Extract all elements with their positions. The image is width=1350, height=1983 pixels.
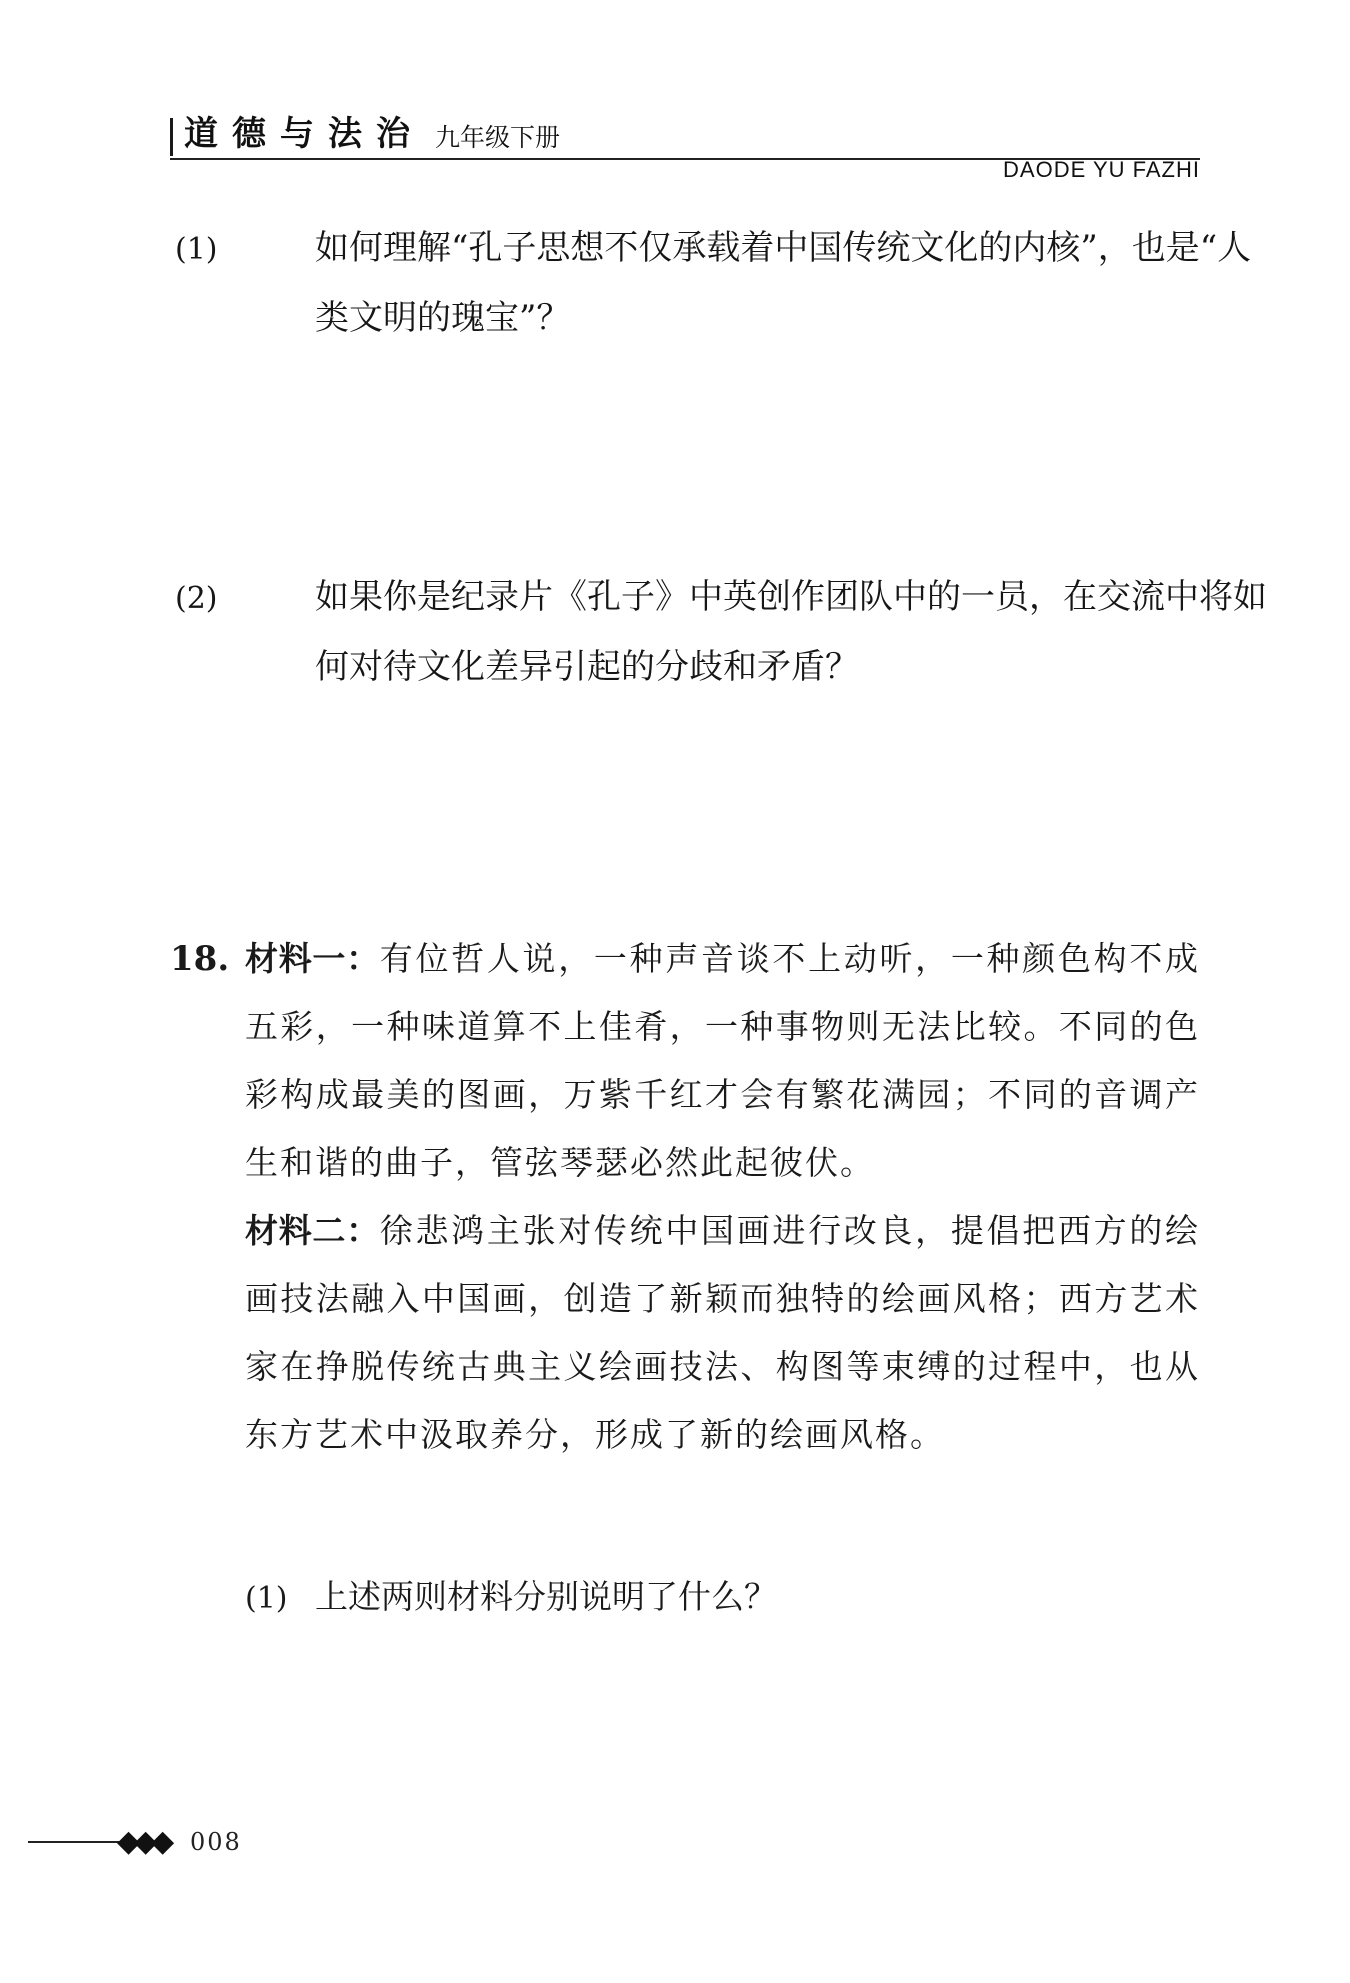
q17-sub-1 <box>175 214 1275 352</box>
header-pinyin: DAODE YU FAZHI <box>1003 157 1200 182</box>
header-logo: 道德与法治 <box>184 114 424 154</box>
q18-materials <box>245 925 1200 1469</box>
page-header <box>170 112 1200 162</box>
material-1 <box>245 925 1200 1197</box>
q17-sub-1-num: (1) <box>175 232 218 267</box>
page-number: 008 <box>190 1828 242 1856</box>
material-2-label: 材料二： <box>245 1211 380 1250</box>
q17-sub-1-text: 如何理解“孔子思想不仅承载着中国传统文化的内核”，也是“人类文明的瑰宝”？ <box>315 228 1252 338</box>
q17-sub-2 <box>175 563 1275 701</box>
q18-sub-1 <box>245 1563 1205 1633</box>
material-2 <box>245 1197 1200 1469</box>
header-left-bar <box>170 118 173 156</box>
q18-number: 18. <box>170 939 230 979</box>
material-2-text: 徐悲鸿主张对传统中国画进行改良，提倡把西方的绘画技法融入中国画，创造了新颖而独特的绘画风格；西方艺术家在挣脱传统古典主义绘画技法、构图等束缚的过程中，也从东方艺术中汲取养分，形成了新的绘画风格。 <box>245 1211 1201 1454</box>
material-1-label: 材料一： <box>245 939 380 978</box>
q18-sub-1-num: (1) <box>245 1581 288 1616</box>
q17-sub-2-text: 如果你是纪录片《孔子》中英创作团队中的一员，在交流中将如何对待文化差异引起的分歧和矛盾？ <box>315 577 1267 687</box>
q18-sub-1-text: 上述两则材料分别说明了什么？ <box>315 1577 777 1616</box>
q17-sub-2-num: (2) <box>175 581 218 616</box>
footer-diamond-icon: ◆◆◆ <box>117 1824 169 1859</box>
header-grade: 九年级下册 <box>435 123 561 152</box>
footer-line <box>28 1841 120 1843</box>
material-1-text: 有位哲人说，一种声音谈不上动听，一种颜色构不成五彩，一种味道算不上佳肴，一种事物则无法比较。不同的色彩构成最美的图画，万紫千红才会有繁花满园；不同的音调产生和谐的曲子，管弦琴瑟必然此起彼伏。 <box>245 939 1201 1182</box>
